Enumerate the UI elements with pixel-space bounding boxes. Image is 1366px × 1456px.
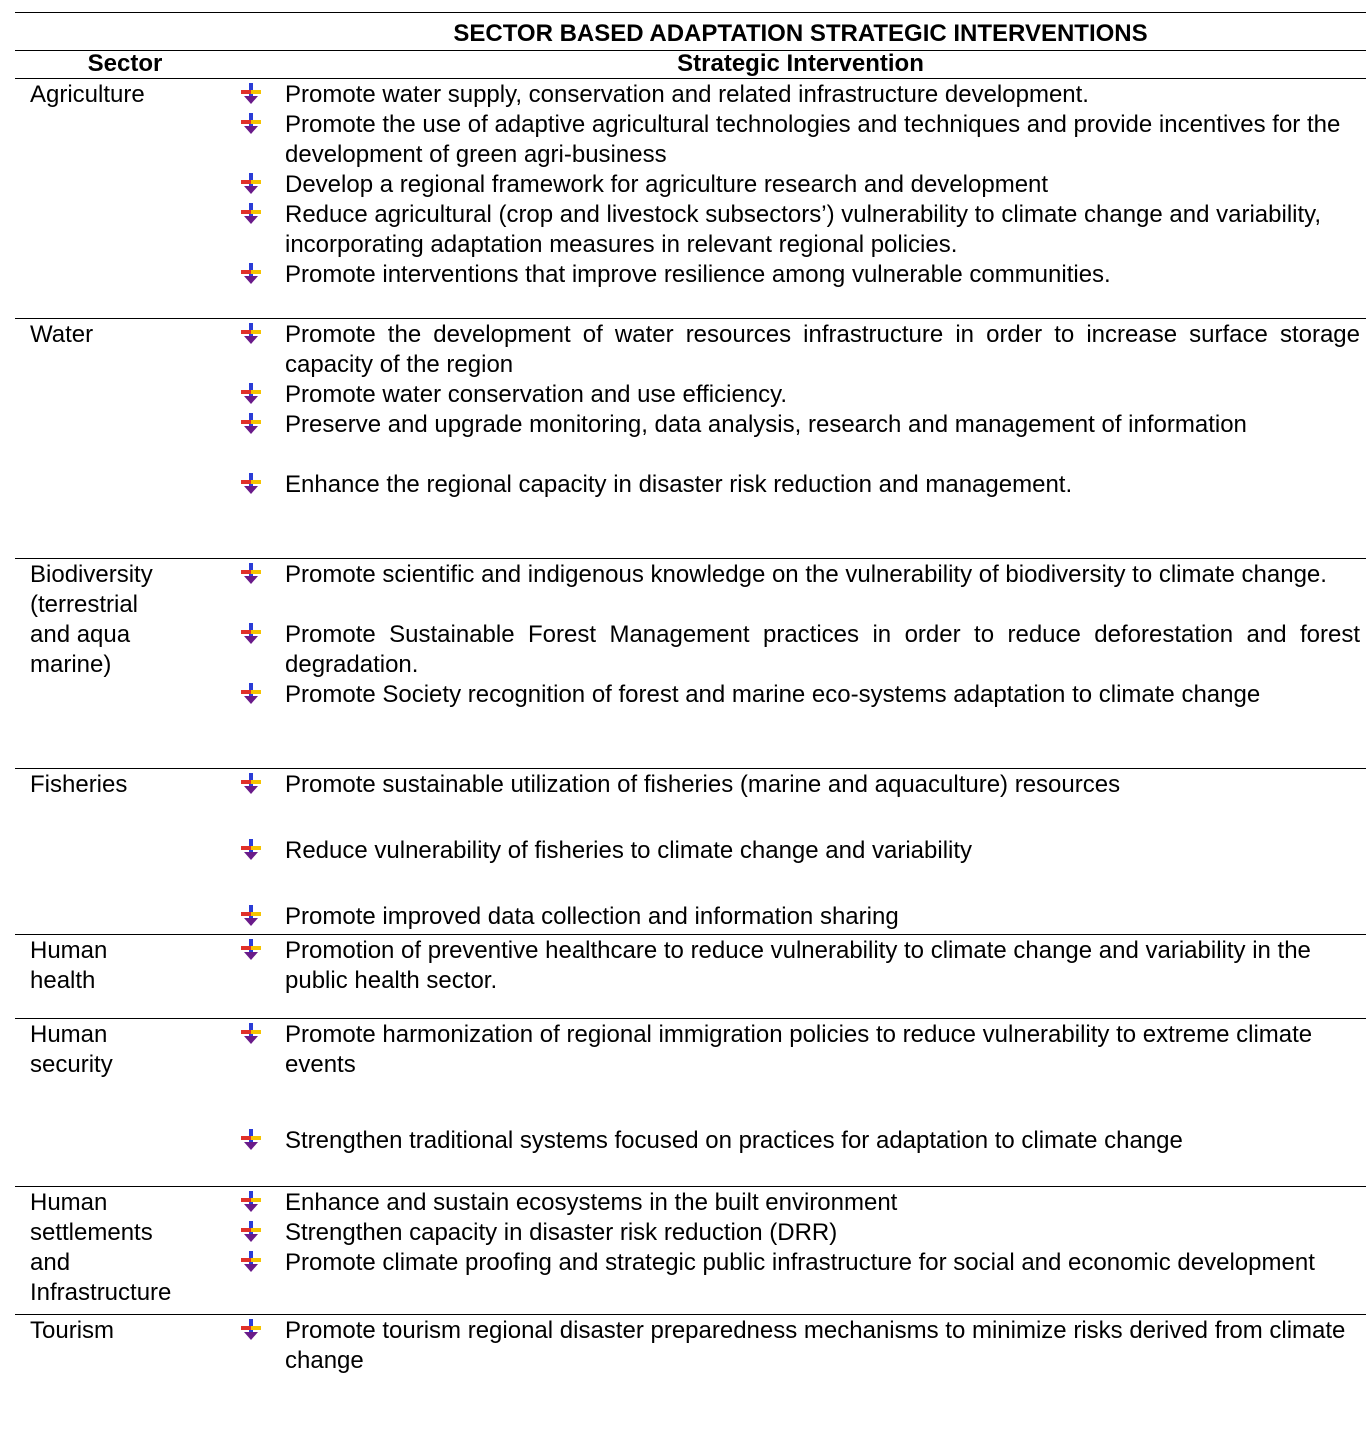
intervention-text: Strengthen traditional systems focused on practices for adaptation to climate change [285, 1127, 1183, 1154]
sector-label: (terrestrial [30, 591, 139, 618]
arrow-bullet-icon [240, 939, 262, 961]
intervention-item [240, 1020, 1360, 1080]
intervention-text: Promotion of preventive healthcare to reduce vulnerability to climate change and variability in the public health sector. [285, 937, 1311, 994]
sector-label: Human [30, 1021, 108, 1048]
intervention-text: Promote scientific and indigenous knowledge on the vulnerability of biodiversity to climate change. [285, 561, 1327, 588]
intervention-text: Promote climate proofing and strategic public infrastructure for social and economic development [285, 1249, 1315, 1276]
arrow-bullet-icon [240, 413, 262, 435]
arrow-bullet-icon [240, 1023, 262, 1045]
sector-cell-fisheries [30, 770, 230, 800]
sector-label: marine) [30, 651, 112, 678]
header-sector: Sector [87, 50, 163, 77]
intervention-text: Enhance the regional capacity in disaster risk reduction and management. [285, 471, 1073, 498]
intervention-item [240, 110, 1360, 170]
intervention-item [240, 680, 1360, 710]
intervention-text: Develop a regional framework for agriculture research and development [285, 171, 1049, 198]
intervention-text: Promote Sustainable Forest Management practices in order to reduce deforestation and forest degradation. [285, 621, 1360, 678]
intervention-text: Promote sustainable utilization of fisheries (marine and aquaculture) resources [285, 771, 1121, 798]
sector-cell-tourism [30, 1316, 230, 1346]
intervention-item [240, 770, 1360, 800]
intervention-item [240, 1316, 1360, 1376]
intervention-item [240, 902, 1360, 932]
arrow-bullet-icon [240, 113, 262, 135]
sector-cell-water [30, 320, 230, 350]
arrow-bullet-icon [240, 623, 262, 645]
table-top-rule [15, 12, 1366, 13]
intervention-text: Promote the use of adaptive agricultural technologies and techniques and provide incentives for the development of green agri-business [285, 111, 1341, 168]
row-rule [15, 558, 1366, 559]
row-rule [15, 1018, 1366, 1019]
row-rule [15, 318, 1366, 319]
intervention-item [240, 320, 1360, 380]
intervention-item [240, 1188, 1360, 1218]
intervention-text: Reduce vulnerability of fisheries to climate change and variability [285, 837, 973, 864]
arrow-bullet-icon [240, 473, 262, 495]
arrow-bullet-icon [240, 1129, 262, 1151]
arrow-bullet-icon [240, 323, 262, 345]
sector-label: Infrastructure [30, 1279, 172, 1306]
arrow-bullet-icon [240, 203, 262, 225]
intervention-text: Promote harmonization of regional immigration policies to reduce vulnerability to extreme climate events [285, 1021, 1313, 1078]
intervention-text: Promote tourism regional disaster preparedness mechanisms to minimize risks derived from climate change [285, 1317, 1346, 1374]
arrow-bullet-icon [240, 1251, 262, 1273]
sector-label: and aqua [30, 621, 131, 648]
intervention-text: Promote improved data collection and information sharing [285, 903, 899, 930]
sector-label: Fisheries [30, 771, 128, 798]
intervention-text: Strengthen capacity in disaster risk reduction (DRR) [285, 1219, 838, 1246]
intervention-text: Promote Society recognition of forest and marine eco-systems adaptation to climate change [285, 681, 1261, 708]
sector-label: Human [30, 1189, 108, 1216]
intervention-item [240, 1126, 1360, 1156]
sector-label: Biodiversity [30, 561, 153, 588]
intervention-item [240, 620, 1360, 680]
sector-label: health [30, 967, 96, 994]
arrow-bullet-icon [240, 173, 262, 195]
intervention-item [240, 1248, 1360, 1278]
intervention-item [240, 1218, 1360, 1248]
arrow-bullet-icon [240, 383, 262, 405]
sector-label: Human [30, 937, 108, 964]
header-rule [15, 78, 1366, 79]
intervention-text: Promote interventions that improve resilience among vulnerable communities. [285, 261, 1111, 288]
arrow-bullet-icon [240, 1319, 262, 1341]
row-rule [15, 1314, 1366, 1315]
sector-cell-agriculture [30, 80, 230, 110]
arrow-bullet-icon [240, 683, 262, 705]
sector-label: security [30, 1051, 113, 1078]
intervention-item [240, 560, 1360, 590]
intervention-item [240, 260, 1360, 290]
intervention-item [240, 410, 1360, 440]
row-rule [15, 934, 1366, 935]
intervention-text: Preserve and upgrade monitoring, data analysis, research and management of information [285, 411, 1247, 438]
arrow-bullet-icon [240, 1191, 262, 1213]
intervention-item [240, 80, 1360, 110]
intervention-item [240, 200, 1360, 260]
sector-cell-human-settlements [30, 1188, 230, 1308]
sector-cell-human-health [30, 936, 230, 996]
sector-label: settlements [30, 1219, 153, 1246]
intervention-item [240, 836, 1360, 866]
arrow-bullet-icon [240, 1221, 262, 1243]
row-rule [15, 768, 1366, 769]
sector-label: Water [30, 321, 94, 348]
sector-cell-biodiversity [30, 560, 230, 680]
intervention-text: Enhance and sustain ecosystems in the built environment [285, 1189, 898, 1216]
sector-label: and [30, 1249, 71, 1276]
table-title: SECTOR BASED ADAPTATION STRATEGIC INTERVENTIONS [453, 20, 1148, 47]
intervention-text: Reduce agricultural (crop and livestock subsectors’) vulnerability to climate change and variability, incorporating adaptation measures in relevant regional policies. [285, 201, 1322, 258]
sector-cell-human-security [30, 1020, 230, 1080]
row-rule [15, 1186, 1366, 1187]
intervention-text: Promote the development of water resources infrastructure in order to increase surface storage capacity of the region [285, 321, 1360, 378]
sector-label: Tourism [30, 1317, 115, 1344]
arrow-bullet-icon [240, 839, 262, 861]
sector-label: Agriculture [30, 81, 145, 108]
arrow-bullet-icon [240, 263, 262, 285]
header-intervention: Strategic Intervention [677, 50, 924, 77]
intervention-text: Promote water supply, conservation and related infrastructure development. [285, 81, 1089, 108]
arrow-bullet-icon [240, 83, 262, 105]
intervention-text: Promote water conservation and use efficiency. [285, 381, 788, 408]
intervention-item [240, 470, 1360, 500]
intervention-item [240, 936, 1360, 996]
arrow-bullet-icon [240, 773, 262, 795]
arrow-bullet-icon [240, 905, 262, 927]
arrow-bullet-icon [240, 563, 262, 585]
intervention-item [240, 380, 1360, 410]
intervention-item [240, 170, 1360, 200]
